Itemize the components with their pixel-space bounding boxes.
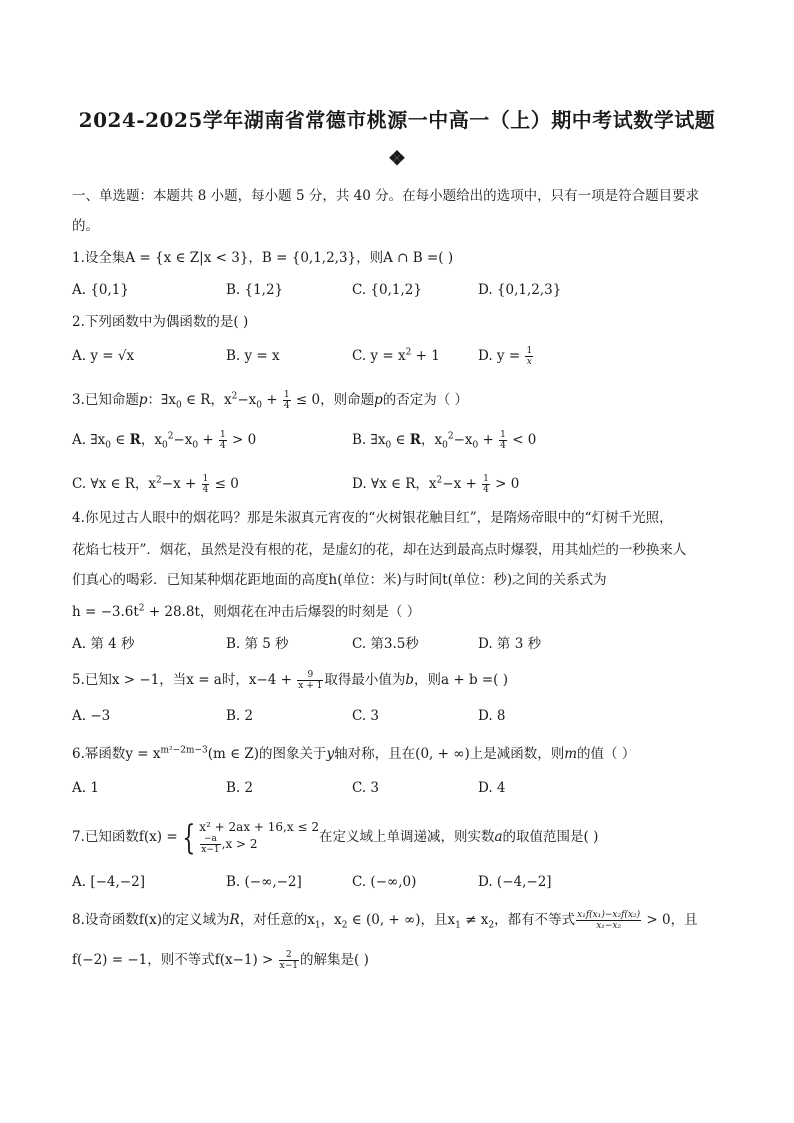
q3-stem: 3.已知命题p：$\exists x_0$ ∈ R，$x^2-x_0$ + $\frac{1}{4}$ ≤ 0，则命题p的否定为（ ） xyxy=(72,390,469,411)
q8-line1-pre: 8.设奇函数f(x)的定义域为 xyxy=(72,912,230,928)
q8-line1-end: > 0，且 xyxy=(642,912,698,928)
q6-option-d: D. 4 xyxy=(478,780,506,796)
q6-exp: m²−2m−3 xyxy=(160,745,208,756)
q3-a-cond: > 0 xyxy=(227,432,257,448)
q3-b-fraction xyxy=(499,430,507,451)
q5-fraction xyxy=(297,670,323,691)
q4-line1: 4.你见过古人眼中的烟花吗？那是朱淑真元宵夜的“火树银花触目红”，是隋炀帝眼中的“灯树千光照， xyxy=(72,510,673,526)
q3-a-sub: 0 xyxy=(105,440,112,451)
q8-sub1-b: 1 xyxy=(455,920,461,931)
q3-b-num: 1 xyxy=(500,430,506,440)
q3-stem-mid: ：∃x xyxy=(147,392,176,408)
q2-c-tail: + 1 xyxy=(411,348,440,364)
q3-c-fraction xyxy=(202,474,210,495)
q3-stem-rest: −x xyxy=(237,392,257,408)
q1-option-b: B. {1,2} xyxy=(226,282,284,298)
q8-sub2: 2 xyxy=(341,920,348,931)
q7-row2-den: x−1 xyxy=(201,845,220,855)
q3-d-den: 4 xyxy=(483,485,489,495)
section-header-line1: 一、单选题：本题共 8 小题，每小题 5 分，共 40 分。在每小题给出的选项中，只有一项是符合题目要求 xyxy=(72,188,700,204)
q5-option-a: A. −3 xyxy=(72,708,111,724)
q2-d-text: D. y = xyxy=(478,348,525,364)
q3-p-var-2: p xyxy=(374,392,383,408)
q3-b-sub: 0 xyxy=(385,440,392,451)
q7-row2-fraction xyxy=(200,834,220,855)
q6-option-b: B. 2 xyxy=(226,780,254,796)
q6-y-var: y xyxy=(326,746,335,762)
q3-b-den: 4 xyxy=(500,441,506,451)
q8-frac2-num: 2 xyxy=(279,950,299,961)
q3-option-d: D. ∀x ∈ R，$x^2-x$ + $\frac{1}{4}$ > 0 xyxy=(352,474,520,495)
q3-d-cond: > 0 xyxy=(490,476,520,492)
q3-b-pre: B. ∃x xyxy=(352,432,386,448)
q7-stem-post: 在定义域上单调递减，则实数 xyxy=(318,829,495,845)
q6-stem-mid2: 轴对称，且在(0, + ∞)上是减函数，则 xyxy=(334,746,565,762)
q2-option-c xyxy=(352,346,440,366)
q5-option-c: C. 3 xyxy=(352,708,380,724)
q5-option-b: B. 2 xyxy=(226,708,254,724)
q2-d-den xyxy=(525,357,533,367)
q3-sub0: 0 xyxy=(175,400,182,411)
q7-row1: x² + 2ax + 16,x ≤ 2 xyxy=(199,820,319,834)
q7-stem-pre: 7.已知函数f(x) = xyxy=(72,829,178,845)
q5-option-d: D. 8 xyxy=(478,708,506,724)
q8-line1-mid3: ∈ (0, + ∞)，且x xyxy=(347,912,456,928)
q8-fraction2 xyxy=(279,950,299,971)
q6-stem-end: 的值（ ） xyxy=(577,746,636,762)
q8-frac-num: x₁f(x₁)−x₂f(x₂) xyxy=(577,910,641,920)
q3-a-sub2: 0 xyxy=(161,440,168,451)
q5-stem-pre: 5.已知x > −1，当x = a时，x−4 + xyxy=(72,672,297,688)
q6-stem xyxy=(72,744,635,764)
q8-fraction xyxy=(576,910,641,931)
q3-a-fraction xyxy=(219,430,227,451)
q3-c-pre: C. ∀x ∈ R，x xyxy=(72,476,157,492)
q5-stem-end: ，则a + b =( ) xyxy=(414,672,509,688)
q7-row2-num: −a xyxy=(200,834,220,845)
q6-option-c: C. 3 xyxy=(352,780,380,796)
q8-line2-end: 的解集是( ) xyxy=(300,952,369,968)
q8-line2-pre: f(−2) = −1，则不等式f(x−1) > xyxy=(72,952,278,968)
q1-option-a: A. {0,1} xyxy=(72,282,129,298)
q2-d-den-var: x xyxy=(526,357,532,367)
q8-line1-mid4: ≠ x xyxy=(460,912,489,928)
q3-stem-cond: ≤ 0，则命题 xyxy=(291,392,375,408)
q5-frac-den: x + 1 xyxy=(298,681,323,691)
q7-option-a: A. [−4,−2] xyxy=(72,874,145,890)
q3-d-pre: D. ∀x ∈ R，x xyxy=(352,476,437,492)
q7-stem-end: 的取值范围是( ) xyxy=(502,829,599,845)
q2-d-num: 1 xyxy=(526,346,533,356)
q4-option-c: C. 第3.5秒 xyxy=(352,636,419,652)
q5-stem-post: 取得最小值为 xyxy=(324,672,406,688)
q3-option-a: A. $\exists x_0$ ∈ R，$x_0^2-x_0$ + $\frac{1}{4}$ > 0 xyxy=(72,430,257,451)
q7-row2 xyxy=(199,834,319,855)
q2-c-exponent: 2 xyxy=(405,347,412,358)
q8-sub1: 1 xyxy=(314,920,321,931)
q7-brace: { xyxy=(181,817,195,858)
q3-c-den: 4 xyxy=(202,485,209,495)
q5-stem xyxy=(72,670,508,691)
q4-option-b: B. 第 5 秒 xyxy=(226,636,289,652)
q5-b-var: b xyxy=(405,672,414,688)
page-title: 2024-2025学年湖南省常德市桃源一中高一（上）期中考试数学试题 xyxy=(78,108,716,132)
q7-option-d: D. (−4,−2] xyxy=(478,874,552,890)
q8-frac-den: x₁−x₂ xyxy=(596,921,622,931)
q3-frac-den: 4 xyxy=(283,401,290,411)
q3-stem-r: ∈ R，x xyxy=(181,392,232,408)
q3-b-cond: < 0 xyxy=(507,432,537,448)
q6-option-a: A. 1 xyxy=(72,780,99,796)
q8-line1-mid5: ，都有不等式 xyxy=(494,912,576,928)
q1-option-c: C. {0,1,2} xyxy=(352,282,422,298)
q7-rows xyxy=(199,820,319,855)
diamond-icon: ❖ xyxy=(388,146,406,170)
q7-a-var: a xyxy=(494,829,503,845)
q3-p-var: p xyxy=(138,392,148,408)
q3-c-exp: 2 xyxy=(156,475,162,486)
q3-stem-end: 的否定为（ ） xyxy=(382,392,469,408)
q2-option-a: A. y = √x xyxy=(72,348,135,364)
q6-stem-mid: (m ∈ Z)的图象关于 xyxy=(207,746,327,762)
q3-a-pre: A. ∃x xyxy=(72,432,106,448)
q3-option-c: C. ∀x ∈ R，$x^2-x$ + $\frac{1}{4}$ ≤ 0 xyxy=(72,474,239,495)
q4-option-d: D. 第 3 秒 xyxy=(478,636,542,652)
q2-option-d xyxy=(478,346,534,367)
q8-line1 xyxy=(72,910,698,931)
q3-d-fraction xyxy=(482,474,490,495)
q2-option-b: B. y = x xyxy=(226,348,280,364)
q2-c-text: C. y = x xyxy=(352,348,406,364)
q3-option-b: B. $\exists x_0$ ∈ R，$x_0^2-x_0$ + $\frac{1}{4}$ < 0 xyxy=(352,430,537,451)
q3-frac-num: 1 xyxy=(283,390,290,400)
q4-line4-post: + 28.8t，则烟花在冲击后爆裂的时刻是（ ） xyxy=(144,604,421,620)
q6-m-var: m xyxy=(564,746,578,762)
q3-exp: 2 xyxy=(231,391,238,402)
q3-a-den: 4 xyxy=(220,441,226,451)
q4-exp: 2 xyxy=(138,603,145,614)
q6-stem-pre: 6.幂函数y = x xyxy=(72,746,161,762)
section-header xyxy=(72,186,699,206)
q7-row2-post: ,x > 2 xyxy=(221,837,258,851)
q8-line2 xyxy=(72,950,369,971)
q8-frac2-den: x−1 xyxy=(279,961,299,971)
q3-d-num: 1 xyxy=(483,474,489,484)
q7-option-c: C. (−∞,0) xyxy=(352,874,417,890)
q8-R-var: R xyxy=(229,912,240,928)
q5-frac-num: 9 xyxy=(297,670,323,681)
q7-stem xyxy=(72,817,599,858)
q4-line4-pre: h = −3.6t xyxy=(72,604,139,620)
section-header-line2: 的。 xyxy=(72,218,99,234)
q7-option-b: B. (−∞,−2] xyxy=(226,874,302,890)
q1-option-d: D. {0,1,2,3} xyxy=(478,282,562,298)
q4-line3: 们真心的喝彩．已知某种烟花距地面的高度h(单位：米)与时间t(单位：秒)之间的关系式为 xyxy=(72,572,607,588)
q3-a-exp: 2 xyxy=(167,431,174,442)
q2-d-fraction xyxy=(525,346,533,367)
q3-sub0-b: 0 xyxy=(256,400,262,411)
q4-option-a: A. 第 4 秒 xyxy=(72,636,135,652)
q7-piecewise xyxy=(178,817,319,858)
q4-line4 xyxy=(72,602,420,622)
q1-stem: 1.设全集A = {x ∈ Z|x < 3}，B = {0,1,2,3}，则A ∩ B =( ) xyxy=(72,250,454,266)
q3-b-sub3: 0 xyxy=(472,440,479,451)
q8-line1-mid2: ，x xyxy=(320,912,342,928)
q8-sub2-b: 2 xyxy=(488,920,495,931)
q3-c-num: 1 xyxy=(202,474,209,484)
q3-d-exp: 2 xyxy=(436,475,443,486)
q2-stem: 2.下列函数中为偶函数的是( ) xyxy=(72,314,249,330)
q3-fraction xyxy=(283,390,291,411)
q4-line2: 花焰七枝开”．烟花，虽然是没有根的花，是虚幻的花，却在达到最高点时爆裂，用其灿烂的一秒换来人 xyxy=(72,542,687,558)
q3-b-sub2: 0 xyxy=(442,440,448,451)
q8-line1-mid: ，对任意的x xyxy=(239,912,315,928)
q3-a-sub3: 0 xyxy=(192,440,199,451)
q3-c-cond: ≤ 0 xyxy=(210,476,239,492)
q3-a-num: 1 xyxy=(220,430,226,440)
q3-stem-pre: 3.已知命题 xyxy=(72,392,139,408)
q3-b-exp: 2 xyxy=(447,431,454,442)
